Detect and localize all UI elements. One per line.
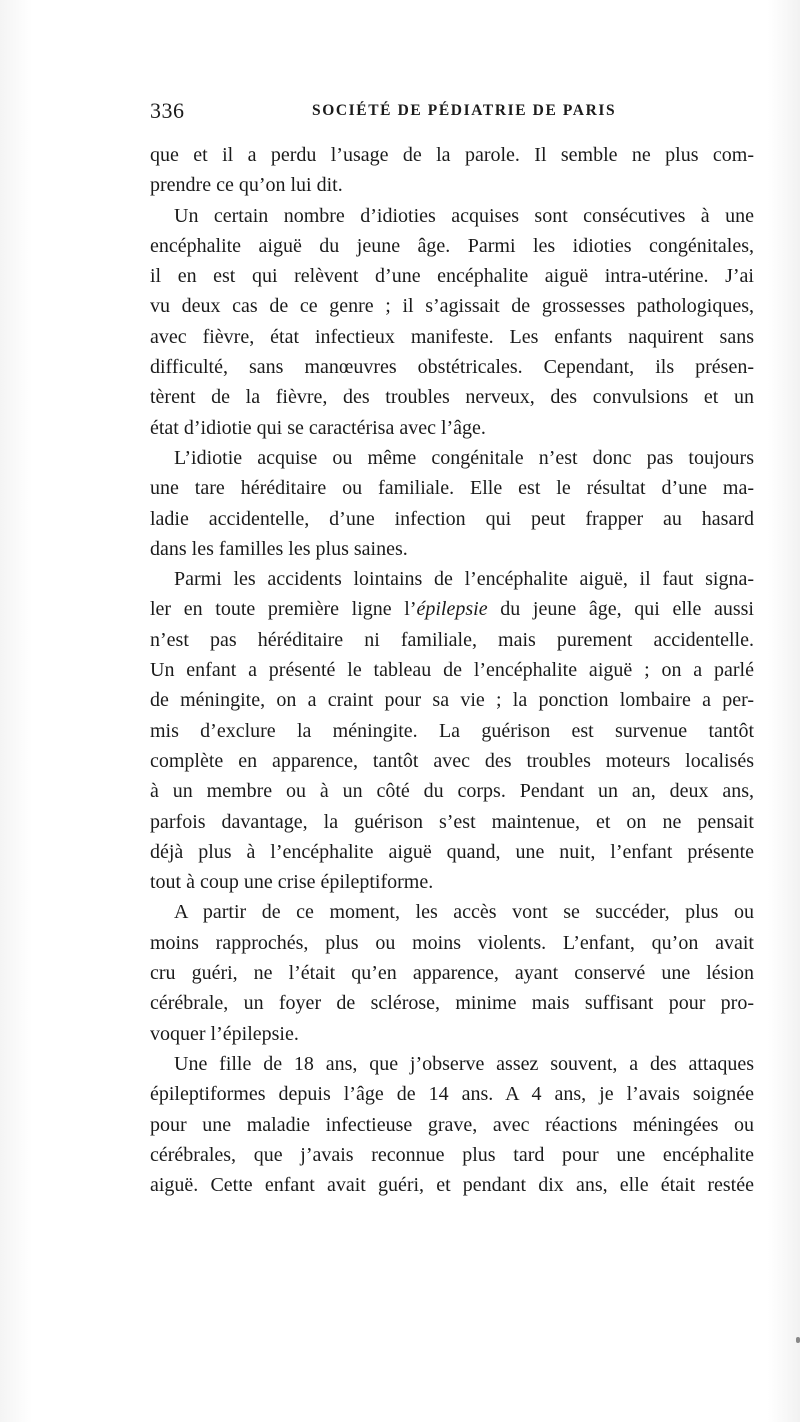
text-line: de méningite, on a craint pour sa vie ; la ponction lombaire a per-	[150, 689, 754, 712]
text-line: pour une maladie infectieuse grave, avec réactions méningées ou	[150, 1113, 754, 1136]
text-line: cru guéri, ne l’était qu’en apparence, ayant conservé une lésion	[150, 962, 754, 985]
text-line: encéphalite aiguë du jeune âge. Parmi les idioties congénitales,	[150, 234, 754, 257]
text-line: avec fièvre, état infectieux manifeste. Les enfants naquirent sans	[150, 325, 754, 348]
text-segment: ler en toute première ligne l’	[150, 598, 417, 621]
paragraph-first-line: Une fille de 18 ans, que j’observe assez souvent, a des attaques	[174, 1052, 754, 1075]
paragraph-first-line: A partir de ce moment, les accès vont se succéder, plus ou	[174, 901, 754, 924]
text-line: une tare héréditaire ou familiale. Elle est le résultat d’une ma-	[150, 477, 754, 500]
paragraph-first-line: L’idiotie acquise ou même congénitale n’est donc pas toujours	[174, 446, 754, 469]
text-line-with-italic	[150, 594, 754, 624]
paragraph-first-line: Parmi les accidents lointains de l’encéphalite aiguë, il faut signa-	[174, 568, 754, 591]
text-line: complète en apparence, tantôt avec des troubles moteurs localisés	[150, 749, 754, 772]
page-number: 336	[150, 98, 185, 123]
text-line: dans les familles les plus saines.	[150, 537, 408, 560]
text-line: cérébrale, un foyer de sclérose, minime mais suffisant pour pro-	[150, 992, 754, 1015]
text-line: ladie accidentelle, d’une infection qui peut frapper au hasard	[150, 507, 754, 530]
running-title: SOCIÉTÉ DE PÉDIATRIE DE PARIS	[312, 102, 617, 119]
text-line: aiguë. Cette enfant avait guéri, et pendant dix ans, elle était restée	[150, 1174, 754, 1197]
text-line: épileptiformes depuis l’âge de 14 ans. A 4 ans, je l’avais soignée	[150, 1083, 754, 1106]
text-line: Un enfant a présenté le tableau de l’encéphalite aiguë ; on a parlé	[150, 659, 754, 682]
text-line: parfois davantage, la guérison s’est maintenue, et on ne pensait	[150, 810, 754, 833]
text-line: voquer l’épilepsie.	[150, 1022, 299, 1045]
text-line: difficulté, sans manœuvres obstétricales. Cependant, ils présen-	[150, 356, 754, 379]
text-line: que et il a perdu l’usage de la parole. Il semble ne plus com-	[150, 144, 754, 166]
text-line: état d’idiotie qui se caractérisa avec l’âge.	[150, 416, 486, 439]
text-line: il en est qui relèvent d’une encéphalite aiguë intra-utérine. J’ai	[150, 265, 754, 288]
text-line: à un membre ou à un côté du corps. Pendant un an, deux ans,	[150, 780, 754, 803]
text-line: déjà plus à l’encéphalite aiguë quand, une nuit, l’enfant présente	[150, 840, 754, 863]
text-line: moins rapprochés, plus ou moins violents. L’enfant, qu’on avait	[150, 931, 754, 954]
paragraph-first-line: Un certain nombre d’idioties acquises sont consécutives à une	[174, 204, 754, 227]
text-line: n’est pas héréditaire ni familiale, mais purement accidentelle.	[150, 628, 754, 651]
body-text	[150, 140, 754, 1200]
text-line: cérébrales, que j’avais reconnue plus tard pour une encéphalite	[150, 1143, 754, 1166]
page-header	[150, 98, 754, 128]
text-line: tout à coup une crise épileptiforme.	[150, 871, 434, 894]
scan-speck	[796, 1337, 800, 1343]
text-line: tèrent de la fièvre, des troubles nerveux, des convulsions et un	[150, 386, 754, 409]
text-line: mis d’exclure la méningite. La guérison est survenue tantôt	[150, 719, 754, 742]
text-line: vu deux cas de ce genre ; il s’agissait de grossesses pathologiques,	[150, 295, 754, 318]
text-line: prendre ce qu’on lui dit.	[150, 174, 343, 197]
text-segment: du jeune âge, qui elle aussi	[487, 598, 754, 621]
italic-term: épilepsie	[416, 598, 488, 621]
